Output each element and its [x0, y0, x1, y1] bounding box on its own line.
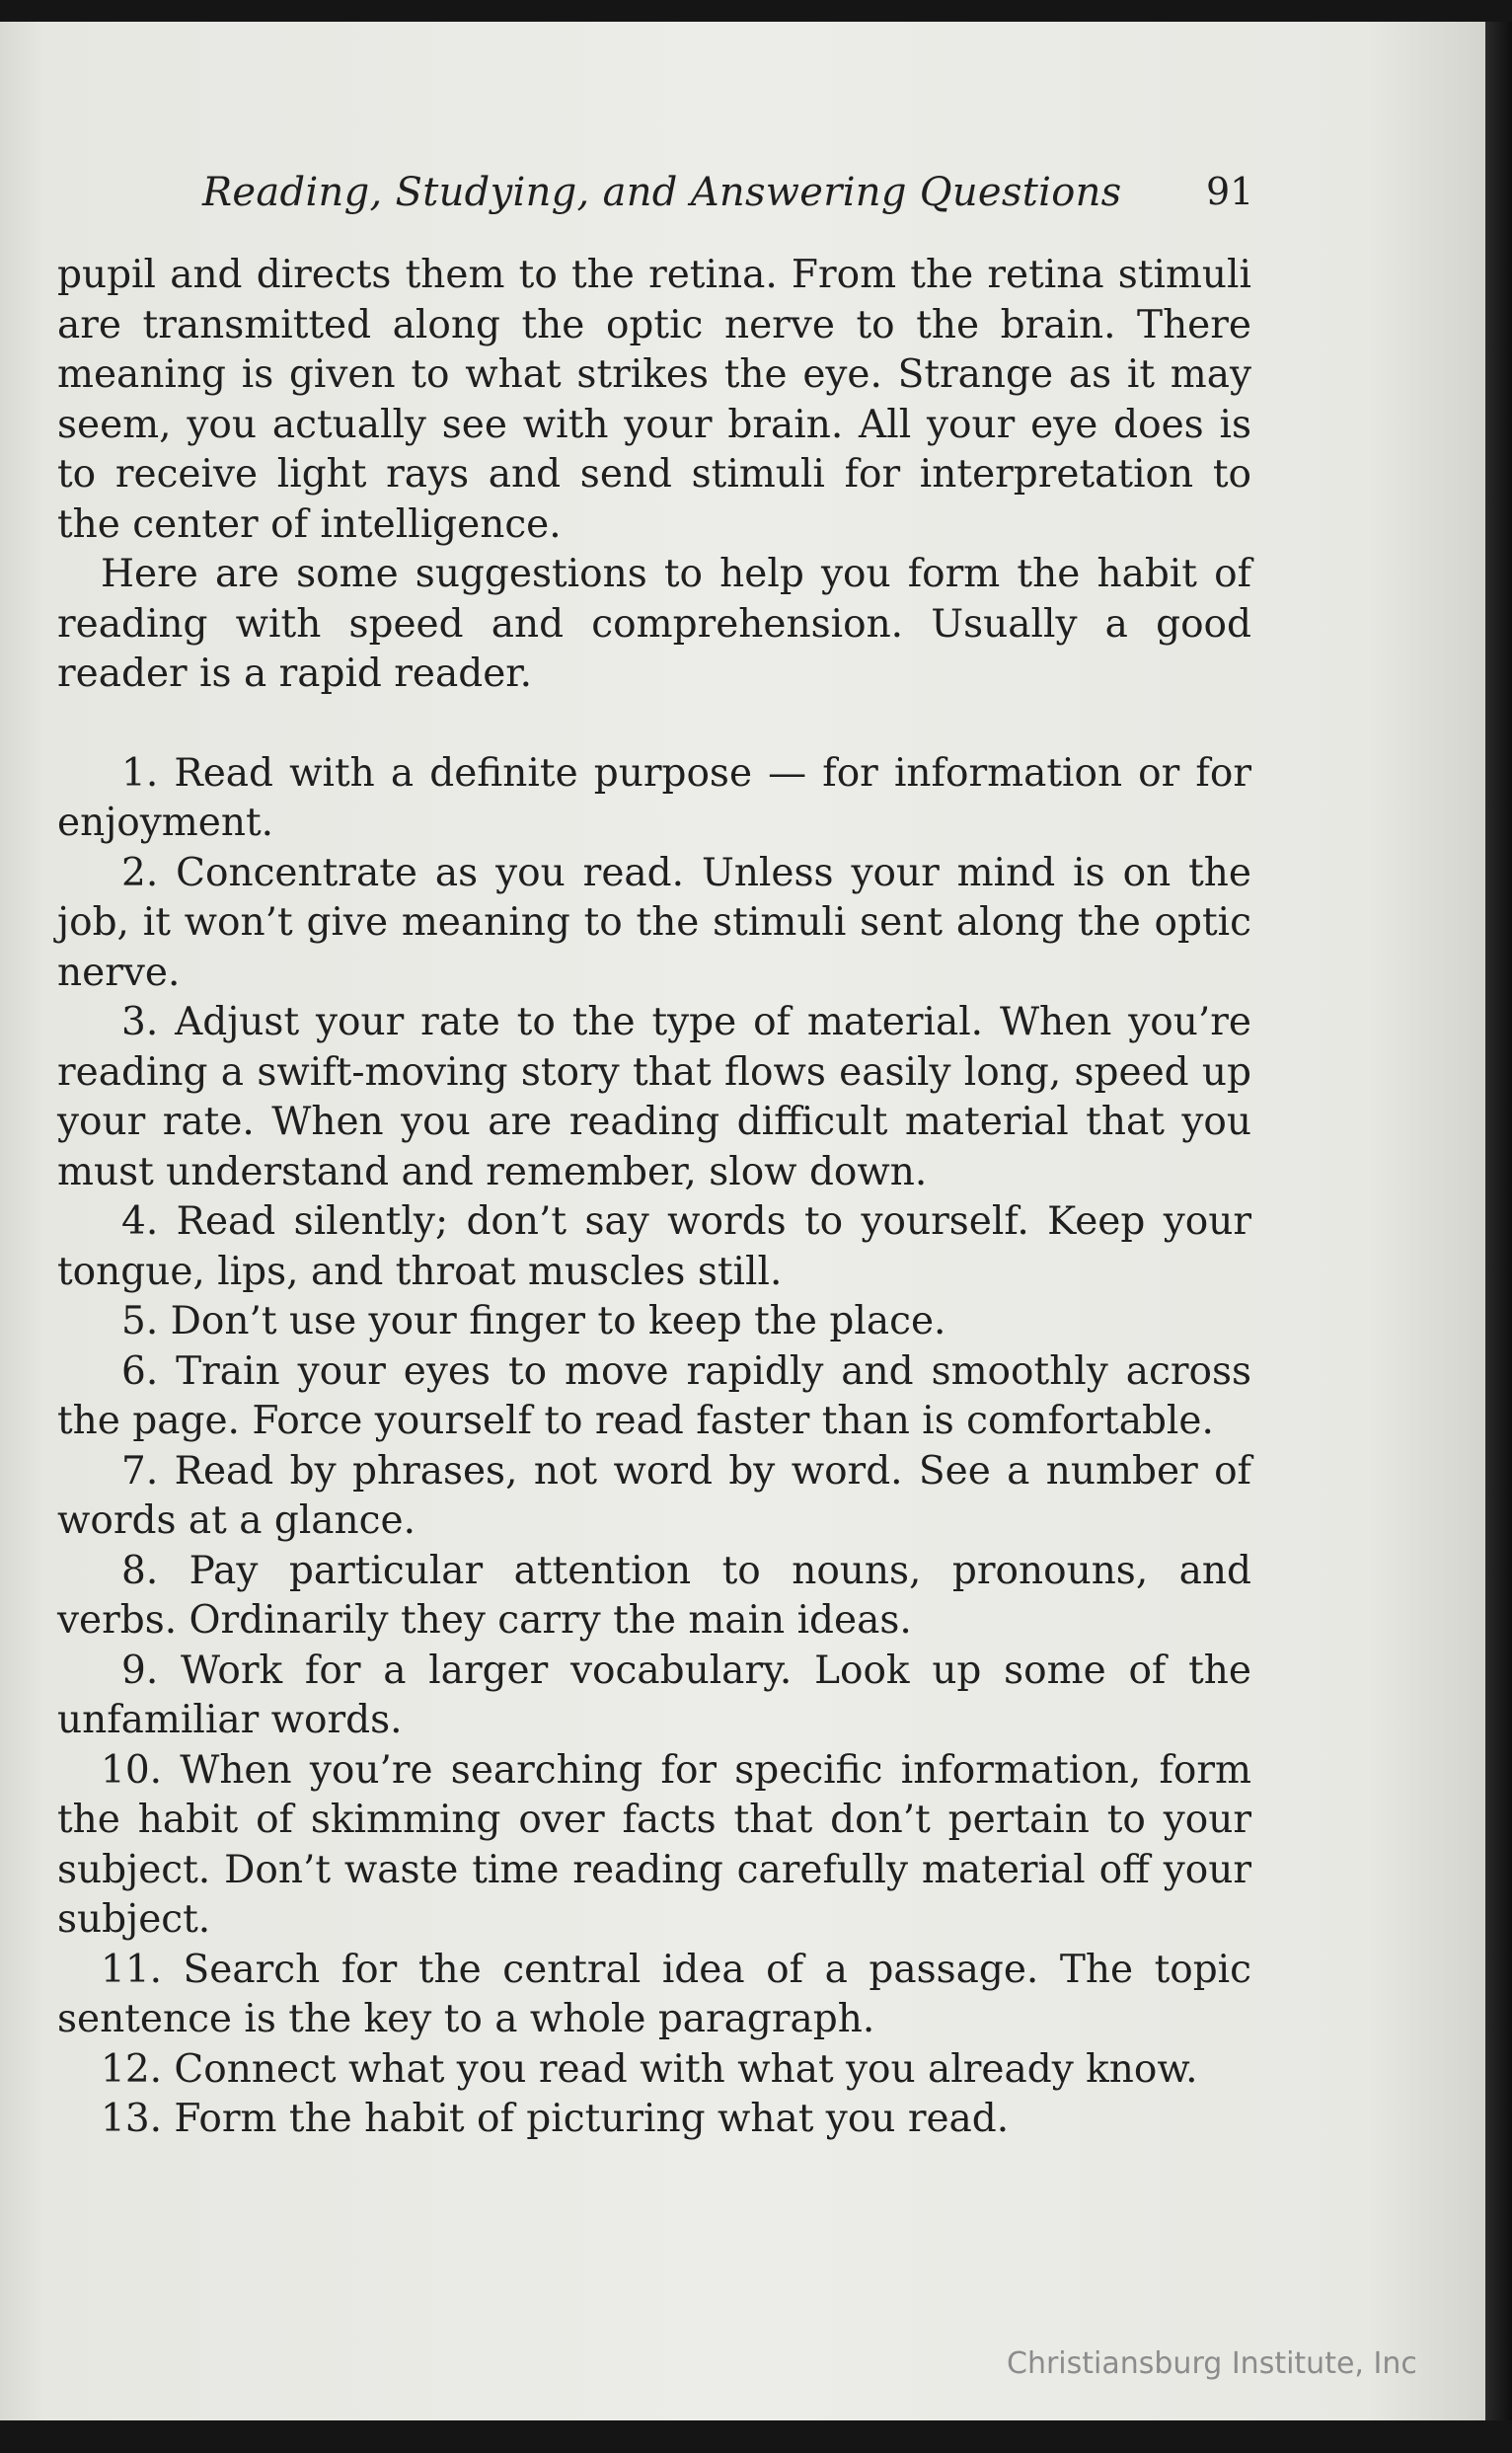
book-page: [0, 22, 1485, 2420]
list-item: 12. Connect what you read with what you already know.: [101, 2046, 1198, 2092]
list-item: 6. Train your eyes to move rapidly and smoothly across the page. Force yourself to read faster than is comfortable.: [57, 1348, 1251, 1443]
paragraph-continuation: pupil and directs them to the retina. From the retina stimuli are transmitted along the optic nerve to the brain. There meaning is given to what strikes the eye. Strange as it may seem, you actually see with your brain. All your eye does is to receive light rays and send stimuli for interpretation to the center of intelligence.: [57, 253, 1251, 547]
list-item: 8. Pay particular attention to nouns, pronouns, and verbs. Ordinarily they carry the main ideas.: [57, 1548, 1251, 1643]
list-item: 11. Search for the central idea of a passage. The topic sentence is the key to a whole paragraph.: [57, 1947, 1251, 2041]
body-text: [57, 251, 1251, 2145]
running-head: Reading, Studying, and Answering Questions: [202, 170, 1122, 215]
list-item: 13. Form the habit of picturing what you read.: [101, 2097, 1010, 2141]
list-item: 10. When you’re searching for specific information, form the habit of skimming over facts that don’t pertain to your subject. Don’t waste time reading carefully material off your subject.: [57, 1747, 1251, 1942]
list-item: 7. Read by phrases, not word by word. See a number of words at a glance.: [57, 1448, 1251, 1543]
list-item: 5. Don’t use your finger to keep the place.: [121, 1299, 946, 1343]
list-item: 4. Read silently; don’t say words to yourself. Keep your tongue, lips, and throat muscles still.: [57, 1199, 1251, 1294]
list-item: 9. Work for a larger vocabulary. Look up some of the unfamiliar words.: [57, 1648, 1251, 1742]
list-item: 3. Adjust your rate to the type of material. When you’re reading a swift-moving story that flows easily long, speed up your rate. When you are reading difficult material that you must understand and remember, slow down.: [57, 1000, 1251, 1194]
list-item: 1. Read with a definite purpose — for information or for enjoyment.: [57, 750, 1251, 845]
list-item: 2. Concentrate as you read. Unless your mind is on the job, it won’t give meaning to the stimuli sent along the optic nerve.: [57, 850, 1251, 995]
page-edge: [1485, 22, 1512, 2420]
watermark: Christiansburg Institute, Inc: [1007, 2346, 1417, 2381]
page-number: 91: [1206, 170, 1254, 213]
paragraph-intro: Here are some suggestions to help you form the habit of reading with speed and comprehension. Usually a good reader is a rapid reader.: [57, 552, 1251, 696]
spacer: [57, 700, 1251, 749]
suggestion-list: [57, 749, 1251, 2145]
